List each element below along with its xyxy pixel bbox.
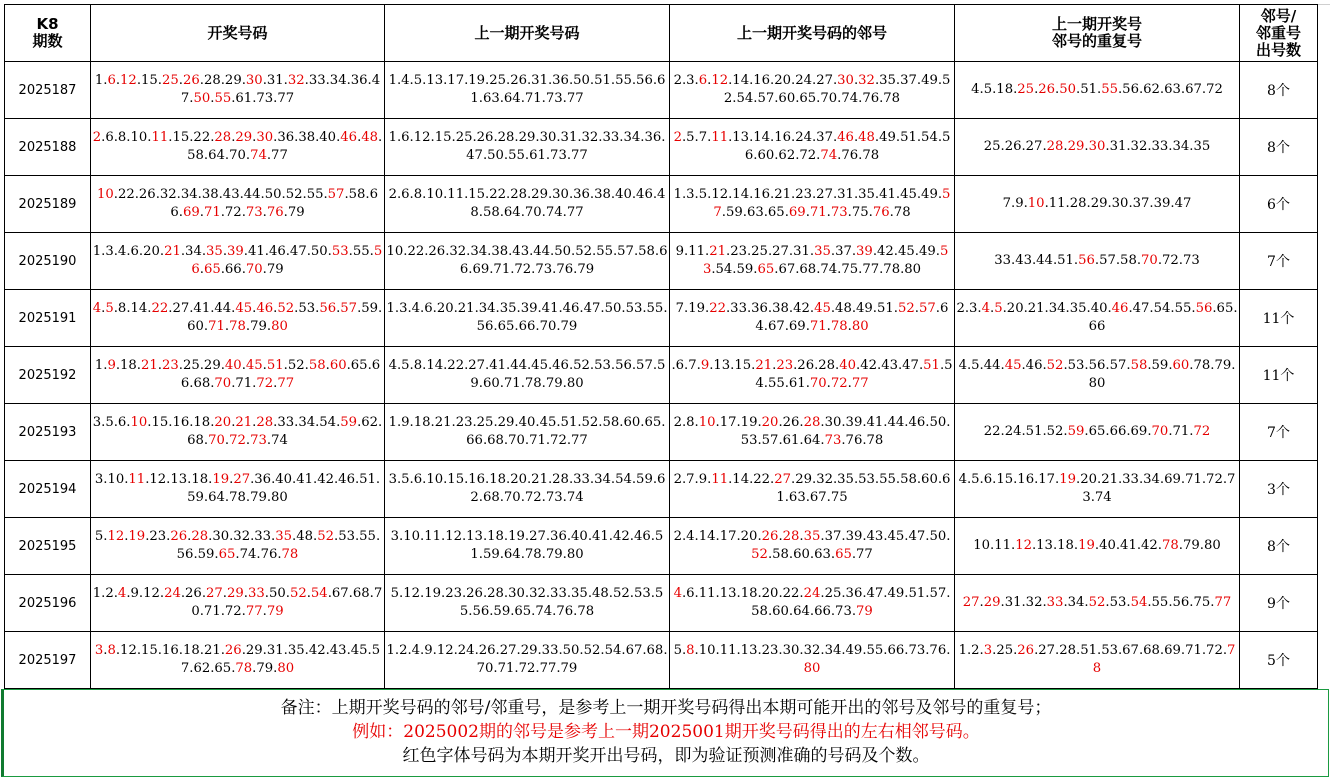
prev-numbers-cell: 1.2.4.9.12.24.26.27.29.33.50.52.54.67.68.70.71.72.77.79 bbox=[385, 632, 670, 689]
hit-number: 77 bbox=[851, 376, 869, 391]
hit-number: 8 bbox=[107, 643, 116, 658]
hit-number: 33 bbox=[247, 586, 265, 601]
hit-number: 27 bbox=[233, 472, 251, 487]
hit-number: 52 bbox=[289, 586, 307, 601]
header-draw-label: 开奖号码 bbox=[207, 23, 268, 42]
hit-number: 52 bbox=[277, 301, 295, 316]
draw-numbers-cell: 2.6.8.10.11.15.22.28.29.30.36.38.40.46.48.58.64.70.74.77 bbox=[91, 119, 385, 176]
hit-number: 22 bbox=[151, 301, 169, 316]
hit-number: 79 bbox=[856, 604, 873, 619]
draw-numbers-cell: 5.12.19.23.26.28.30.32.33.35.48.52.53.55.56.59.65.74.76.78 bbox=[91, 518, 385, 575]
period-cell: 2025193 bbox=[5, 404, 91, 461]
hit-number: 56 bbox=[1078, 253, 1095, 268]
hit-number: 78 bbox=[1092, 643, 1236, 676]
hit-number: 46 bbox=[256, 301, 274, 316]
hit-number: 54 bbox=[310, 586, 328, 601]
hit-number: 70 bbox=[214, 376, 232, 391]
hit-number: 29 bbox=[227, 586, 244, 601]
hit-number: 46 bbox=[1111, 301, 1129, 316]
hit-number: 24 bbox=[803, 586, 821, 601]
hit-number: 74 bbox=[250, 148, 267, 163]
repeat-numbers-cell: 4.5.18.25.26.50.51.55.56.62.63.67.72 bbox=[955, 62, 1240, 119]
hit-number: 74 bbox=[820, 148, 838, 163]
hit-count-cell: 11个 bbox=[1240, 290, 1318, 347]
hit-number: 35 bbox=[275, 529, 293, 544]
hit-number: 6 bbox=[698, 73, 708, 88]
neighbor-numbers-cell: 2.3.6.12.14.16.20.24.27.30.32.35.37.49.52.54.57.60.65.70.74.76.78 bbox=[670, 62, 955, 119]
hit-number: 57 bbox=[340, 301, 358, 316]
hit-number: 23 bbox=[776, 358, 794, 373]
hit-number: 5 bbox=[994, 301, 1003, 316]
hit-number: 4 bbox=[117, 586, 127, 601]
hit-number: 65 bbox=[835, 547, 852, 562]
period-cell: 2025192 bbox=[5, 347, 91, 404]
hit-number: 21 bbox=[235, 415, 253, 430]
hit-number: 3 bbox=[94, 643, 104, 658]
prev-numbers-cell: 5.12.19.23.26.28.30.32.33.35.48.52.53.55.56.59.65.74.76.78 bbox=[385, 575, 670, 632]
hit-number: 25 bbox=[162, 73, 179, 88]
header-repeats-label: 上一期开奖号 邻号的重复号 bbox=[1051, 15, 1142, 50]
hit-number: 5 bbox=[105, 301, 114, 316]
remarks-box bbox=[1, 689, 1329, 777]
hit-number: 52 bbox=[317, 529, 334, 544]
hit-number: 72 bbox=[1193, 424, 1211, 439]
repeat-numbers-cell: 27.29.31.32.33.34.52.53.54.55.56.75.77 bbox=[955, 575, 1240, 632]
neighbor-numbers-cell: 5.8.10.11.13.23.30.32.34.49.55.66.73.76.80 bbox=[670, 632, 955, 689]
hit-number: 77 bbox=[277, 376, 295, 391]
draw-numbers-cell: 3.5.6.10.15.16.18.20.21.28.33.34.54.59.62.68.70.72.73.74 bbox=[91, 404, 385, 461]
hit-number: 71 bbox=[203, 205, 221, 220]
hit-number: 45 bbox=[245, 358, 263, 373]
hit-number: 27 bbox=[206, 586, 223, 601]
hit-number: 21 bbox=[164, 244, 181, 259]
hit-number: 73 bbox=[245, 205, 263, 220]
neighbor-numbers-cell: 4.6.11.13.18.20.22.24.25.36.47.49.51.57.58.60.64.66.73.79 bbox=[670, 575, 955, 632]
hit-number: 9 bbox=[700, 358, 710, 373]
hit-number: 58 bbox=[308, 358, 326, 373]
prev-numbers-cell: 4.5.8.14.22.27.41.44.45.46.52.53.56.57.59.60.71.78.79.80 bbox=[385, 347, 670, 404]
period-cell: 2025191 bbox=[5, 290, 91, 347]
hit-number: 65 bbox=[203, 262, 221, 277]
hit-number: 73 bbox=[830, 205, 848, 220]
hit-number: 3 bbox=[983, 643, 993, 658]
period-cell: 2025188 bbox=[5, 119, 91, 176]
hit-count-cell: 7个 bbox=[1240, 233, 1318, 290]
hit-number: 45 bbox=[814, 301, 831, 316]
neighbor-numbers-cell: 2.8.10.17.19.20.26.28.30.39.41.44.46.50.53.57.61.64.73.76.78 bbox=[670, 404, 955, 461]
hit-number: 52 bbox=[1046, 358, 1064, 373]
hit-number: 77 bbox=[245, 604, 263, 619]
repeat-numbers-cell: 4.5.44.45.46.52.53.56.57.58.59.60.78.79.80 bbox=[955, 347, 1240, 404]
repeat-numbers-cell: 22.24.51.52.59.65.66.69.70.71.72 bbox=[955, 404, 1240, 461]
hit-number: 26 bbox=[1017, 643, 1035, 658]
hit-number: 50 bbox=[193, 91, 211, 106]
header-neighbors-label: 上一期开奖号码的邻号 bbox=[736, 23, 887, 42]
hit-number: 35 bbox=[803, 529, 821, 544]
neighbor-numbers-cell: 2.5.7.11.13.14.16.24.37.46.48.49.51.54.56.60.62.72.74.76.78 bbox=[670, 119, 955, 176]
table-row bbox=[5, 404, 1318, 461]
draw-numbers-cell: 4.5.8.14.22.27.41.44.45.46.52.53.56.57.59.60.71.78.79.80 bbox=[91, 290, 385, 347]
hit-number: 51 bbox=[923, 358, 940, 373]
neighbor-numbers-cell: .6.7.9.13.15.21.23.26.28.40.42.43.47.51.54.55.61.70.72.77 bbox=[670, 347, 955, 404]
hit-number: 30 bbox=[256, 130, 274, 145]
hit-number: 4 bbox=[92, 301, 102, 316]
hit-number: 59 bbox=[340, 415, 358, 430]
hit-number: 73 bbox=[824, 433, 842, 448]
hit-number: 12 bbox=[107, 529, 125, 544]
hit-number: 80 bbox=[277, 661, 295, 676]
hit-number: 48 bbox=[361, 130, 379, 145]
header-period bbox=[5, 5, 91, 62]
hit-number: 70 bbox=[1141, 253, 1158, 268]
hit-count-cell: 9个 bbox=[1240, 575, 1318, 632]
draw-numbers-cell: 10.22.26.32.34.38.43.44.50.52.55.57.58.66.69.71.72.73.76.79 bbox=[91, 176, 385, 233]
hit-number: 2 bbox=[92, 130, 102, 145]
hit-number: 65 bbox=[218, 547, 236, 562]
hit-number: 26 bbox=[224, 643, 242, 658]
hit-number: 40 bbox=[224, 358, 242, 373]
table-row bbox=[5, 290, 1318, 347]
hit-number: 12 bbox=[711, 73, 729, 88]
hit-number: 45 bbox=[235, 301, 253, 316]
repeat-numbers-cell: 4.5.6.15.16.17.19.20.21.33.34.69.71.72.73.74 bbox=[955, 461, 1240, 518]
hit-number: 51 bbox=[266, 358, 284, 373]
table-row bbox=[5, 119, 1318, 176]
hit-number: 76 bbox=[266, 205, 284, 220]
hit-number: 22 bbox=[709, 301, 726, 316]
header-row bbox=[5, 5, 1318, 62]
hit-number: 71 bbox=[809, 205, 827, 220]
table-row bbox=[5, 233, 1318, 290]
table-row bbox=[5, 632, 1318, 689]
hit-number: 54 bbox=[1130, 595, 1148, 610]
period-cell: 2025194 bbox=[5, 461, 91, 518]
hit-number: 28 bbox=[782, 529, 800, 544]
neighbor-numbers-cell: 7.19.22.33.36.38.42.45.48.49.51.52.57.64.67.69.71.78.80 bbox=[670, 290, 955, 347]
hit-number: 35 bbox=[814, 244, 831, 259]
hit-number: 19 bbox=[1078, 538, 1095, 553]
hit-number: 26 bbox=[170, 529, 188, 544]
hit-number: 29 bbox=[1067, 139, 1085, 154]
repeat-numbers-cell: 25.26.27.28.29.30.31.32.33.34.35 bbox=[955, 119, 1240, 176]
hit-number: 57 bbox=[327, 187, 345, 202]
hit-number: 40 bbox=[839, 358, 857, 373]
neighbor-numbers-cell: 2.4.14.17.20.26.28.35.37.39.43.45.47.50.52.58.60.63.65.77 bbox=[670, 518, 955, 575]
table-row bbox=[5, 62, 1318, 119]
hit-number: 25 bbox=[1017, 82, 1035, 97]
hit-number: 11 bbox=[711, 472, 729, 487]
repeat-numbers-cell: 10.11.12.13.18.19.40.41.42.78.79.80 bbox=[955, 518, 1240, 575]
hit-number: 46 bbox=[340, 130, 358, 145]
hit-number: 50 bbox=[1059, 82, 1077, 97]
hit-number: 58 bbox=[1130, 358, 1148, 373]
repeat-numbers-cell: 33.43.44.51.56.57.58.70.72.73 bbox=[955, 233, 1240, 290]
hit-number: 73 bbox=[250, 433, 267, 448]
hit-number: 46 bbox=[837, 130, 854, 145]
period-cell: 2025197 bbox=[5, 632, 91, 689]
period-cell: 2025189 bbox=[5, 176, 91, 233]
table-row bbox=[5, 575, 1318, 632]
hit-number: 60 bbox=[1172, 358, 1190, 373]
hit-number: 23 bbox=[161, 358, 179, 373]
hit-number: 80 bbox=[271, 319, 288, 334]
table-row bbox=[5, 347, 1318, 404]
hit-count-cell: 7个 bbox=[1240, 404, 1318, 461]
hit-number: 21 bbox=[709, 244, 726, 259]
hit-number: 29 bbox=[983, 595, 1001, 610]
hit-number: 72 bbox=[256, 376, 274, 391]
hit-number: 4 bbox=[673, 586, 682, 601]
neighbor-numbers-cell: 1.3.5.12.14.16.21.23.27.31.35.41.45.49.57.59.63.65.69.71.73.75.76.78 bbox=[670, 176, 955, 233]
hit-number: 70 bbox=[245, 262, 263, 277]
hit-number: 24 bbox=[164, 586, 181, 601]
prev-numbers-cell: 3.5.6.10.15.16.18.20.21.28.33.34.54.59.62.68.70.72.73.74 bbox=[385, 461, 670, 518]
hit-number: 20 bbox=[214, 415, 232, 430]
hit-number: 11 bbox=[151, 130, 169, 145]
hit-number: 78 bbox=[830, 319, 848, 334]
hit-count-cell: 5个 bbox=[1240, 632, 1318, 689]
hit-number: 12 bbox=[1015, 538, 1032, 553]
draw-numbers-cell: 1.2.4.9.12.24.26.27.29.33.50.52.54.67.68.70.71.72.77.79 bbox=[91, 575, 385, 632]
hit-number: 52 bbox=[751, 547, 768, 562]
repeat-numbers-cell: 7.9.10.11.28.29.30.37.39.47 bbox=[955, 176, 1240, 233]
hit-number: 39 bbox=[227, 244, 244, 259]
hit-number: 10 bbox=[130, 415, 148, 430]
hit-number: 33 bbox=[1046, 595, 1064, 610]
hit-number: 11 bbox=[711, 130, 729, 145]
hit-number: 35 bbox=[206, 244, 223, 259]
hit-number: 52 bbox=[1088, 595, 1106, 610]
hit-number: 56 bbox=[191, 244, 383, 277]
hit-number: 78 bbox=[229, 319, 246, 334]
header-period-label: K8 期数 bbox=[32, 15, 63, 50]
hit-number: 56 bbox=[319, 301, 337, 316]
hit-count-cell: 8个 bbox=[1240, 518, 1318, 575]
neighbor-numbers-cell: 9.11.21.23.25.27.31.35.37.39.42.45.49.53.54.59.65.67.68.74.75.77.78.80 bbox=[670, 233, 955, 290]
hit-number: 8 bbox=[686, 643, 695, 658]
hit-number: 57 bbox=[713, 187, 951, 220]
sheet-edge bbox=[1318, 4, 1330, 689]
hit-number: 32 bbox=[287, 73, 305, 88]
hit-number: 71 bbox=[208, 319, 225, 334]
prev-numbers-cell: 1.9.18.21.23.25.29.40.45.51.52.58.60.65.66.68.70.71.72.77 bbox=[385, 404, 670, 461]
prev-numbers-cell: 1.3.4.6.20.21.34.35.39.41.46.47.50.53.55.56.65.66.70.79 bbox=[385, 290, 670, 347]
header-draw bbox=[91, 5, 385, 62]
header-count bbox=[1240, 5, 1318, 62]
period-cell: 2025195 bbox=[5, 518, 91, 575]
hit-number: 32 bbox=[858, 73, 875, 88]
hit-number: 19 bbox=[212, 472, 230, 487]
hit-number: 72 bbox=[229, 433, 246, 448]
hit-number: 28 bbox=[1046, 139, 1064, 154]
hit-number: 79 bbox=[266, 604, 284, 619]
hit-number: 77 bbox=[1214, 595, 1232, 610]
draw-table bbox=[4, 4, 1318, 689]
repeat-numbers-cell: 1.2.3.25.26.27.28.51.53.67.68.69.71.72.78 bbox=[955, 632, 1240, 689]
hit-number: 39 bbox=[856, 244, 873, 259]
hit-number: 26 bbox=[182, 73, 200, 88]
hit-number: 59 bbox=[1067, 424, 1085, 439]
hit-number: 19 bbox=[1059, 472, 1077, 487]
neighbor-numbers-cell: 2.7.9.11.14.22.27.29.32.35.53.55.58.60.61.63.67.75 bbox=[670, 461, 955, 518]
header-prev bbox=[385, 5, 670, 62]
hit-number: 26 bbox=[1038, 82, 1056, 97]
hit-number: 28 bbox=[803, 415, 821, 430]
hit-number: 53 bbox=[702, 244, 949, 277]
table-row bbox=[5, 461, 1318, 518]
hit-number: 78 bbox=[235, 661, 253, 676]
hit-number: 26 bbox=[761, 529, 779, 544]
table-row bbox=[5, 176, 1318, 233]
draw-numbers-cell: 3.10.11.12.13.18.19.27.36.40.41.42.46.51.59.64.78.79.80 bbox=[91, 461, 385, 518]
remark-line-1: 备注：上期开奖号码的邻号/邻重号，是参考上一期开奖号码得出本期可能开出的邻号及邻号的重复号； bbox=[280, 698, 1052, 718]
hit-number: 27 bbox=[962, 595, 980, 610]
hit-number: 76 bbox=[872, 205, 890, 220]
hit-number: 10 bbox=[698, 415, 716, 430]
hit-number: 69 bbox=[182, 205, 200, 220]
hit-number: 56 bbox=[1195, 301, 1213, 316]
hit-number: 65 bbox=[757, 262, 775, 277]
draw-numbers-cell: 1.3.4.6.20.21.34.35.39.41.46.47.50.53.55.56.65.66.70.79 bbox=[91, 233, 385, 290]
hit-number: 55 bbox=[214, 91, 232, 106]
hit-number: 19 bbox=[128, 529, 146, 544]
hit-count-cell: 8个 bbox=[1240, 119, 1318, 176]
remark-line-3: 红色字体号码为本期开奖开出号码，即为验证预测准确的号码及个数。 bbox=[402, 746, 930, 766]
prev-numbers-cell: 1.6.12.15.25.26.28.29.30.31.32.33.34.36.47.50.55.61.73.77 bbox=[385, 119, 670, 176]
hit-number: 78 bbox=[281, 547, 299, 562]
prev-numbers-cell: 10.22.26.32.34.38.43.44.50.52.55.57.58.66.69.71.72.73.76.79 bbox=[385, 233, 670, 290]
hit-number: 28 bbox=[214, 130, 232, 145]
hit-number: 69 bbox=[788, 205, 806, 220]
hit-number: 72 bbox=[830, 376, 848, 391]
period-cell: 2025190 bbox=[5, 233, 91, 290]
hit-number: 45 bbox=[1004, 358, 1022, 373]
header-count-label: 邻号/ 邻重号 出号数 bbox=[1255, 6, 1301, 59]
header-neighbors bbox=[670, 5, 955, 62]
prev-numbers-cell: 1.4.5.13.17.19.25.26.31.36.50.51.55.56.61.63.64.71.73.77 bbox=[385, 62, 670, 119]
hit-count-cell: 6个 bbox=[1240, 176, 1318, 233]
period-cell: 2025187 bbox=[5, 62, 91, 119]
hit-number: 57 bbox=[918, 301, 936, 316]
hit-number: 70 bbox=[809, 376, 827, 391]
hit-number: 6 bbox=[107, 73, 116, 88]
remark-line-2: 例如：2025002期的邻号是参考上一期2025001期开奖号码得出的左右相邻号码。 bbox=[352, 722, 980, 742]
hit-number: 48 bbox=[858, 130, 875, 145]
hit-number: 80 bbox=[851, 319, 869, 334]
draw-numbers-cell: 3.8.12.15.16.18.21.26.29.31.35.42.43.45.57.62.65.78.79.80 bbox=[91, 632, 385, 689]
hit-number: 30 bbox=[245, 73, 263, 88]
hit-number: 52 bbox=[897, 301, 915, 316]
hit-number: 80 bbox=[803, 661, 821, 676]
hit-number: 28 bbox=[256, 415, 274, 430]
hit-count-cell: 3个 bbox=[1240, 461, 1318, 518]
hit-number: 30 bbox=[837, 73, 854, 88]
draw-numbers-cell: 1.6.12.15.25.26.28.29.30.31.32.33.34.36.47.50.55.61.73.77 bbox=[91, 62, 385, 119]
header-prev-label: 上一期开奖号码 bbox=[474, 23, 580, 42]
hit-number: 21 bbox=[141, 358, 158, 373]
hit-number: 12 bbox=[120, 73, 137, 88]
header-repeats bbox=[955, 5, 1240, 62]
hit-number: 30 bbox=[1088, 139, 1106, 154]
repeat-numbers-cell: 2.3.4.5.20.21.34.35.40.46.47.54.55.56.65.66 bbox=[955, 290, 1240, 347]
hit-number: 11 bbox=[128, 472, 146, 487]
draw-numbers-cell: 1.9.18.21.23.25.29.40.45.51.52.58.60.65.66.68.70.71.72.77 bbox=[91, 347, 385, 404]
hit-number: 21 bbox=[755, 358, 773, 373]
hit-number: 29 bbox=[235, 130, 253, 145]
hit-number: 55 bbox=[1101, 82, 1118, 97]
hit-number: 4 bbox=[981, 301, 991, 316]
hit-number: 10 bbox=[1027, 196, 1045, 211]
hit-count-cell: 8个 bbox=[1240, 62, 1318, 119]
hit-number: 60 bbox=[329, 358, 347, 373]
hit-number: 78 bbox=[1162, 538, 1179, 553]
hit-number: 70 bbox=[208, 433, 225, 448]
prev-numbers-cell: 2.6.8.10.11.15.22.28.29.30.36.38.40.46.48.58.64.70.74.77 bbox=[385, 176, 670, 233]
hit-number: 28 bbox=[191, 529, 209, 544]
hit-number: 71 bbox=[809, 319, 827, 334]
hit-number: 70 bbox=[1151, 424, 1169, 439]
hit-number: 10 bbox=[96, 187, 114, 202]
hit-number: 20 bbox=[761, 415, 779, 430]
hit-number: 2 bbox=[673, 130, 682, 145]
table-row bbox=[5, 518, 1318, 575]
hit-number: 9 bbox=[107, 358, 116, 373]
hit-number: 53 bbox=[331, 244, 349, 259]
hit-count-cell: 11个 bbox=[1240, 347, 1318, 404]
hit-number: 27 bbox=[774, 472, 792, 487]
period-cell: 2025196 bbox=[5, 575, 91, 632]
prev-numbers-cell: 3.10.11.12.13.18.19.27.36.40.41.42.46.51.59.64.78.79.80 bbox=[385, 518, 670, 575]
